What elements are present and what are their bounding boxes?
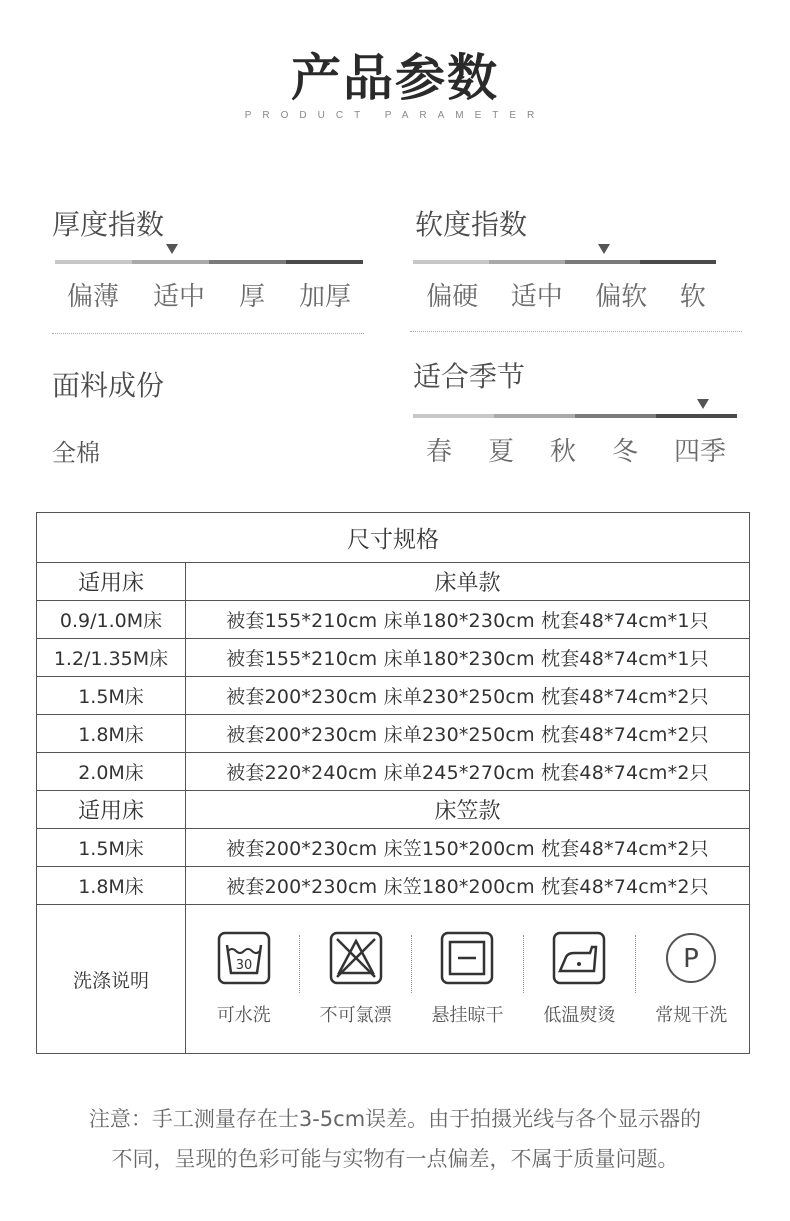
thickness-option: 偏薄 — [66, 282, 119, 312]
thickness-marker-icon — [166, 244, 178, 254]
bed-size-cell: 1.8M床 — [37, 867, 186, 905]
bed-column-header: 适用床 — [37, 791, 186, 829]
softness-options — [410, 276, 722, 313]
thickness-scale-bar — [55, 260, 363, 264]
set-description-cell: 被套200*230cm 床单230*250cm 枕套48*74cm*2只 — [186, 677, 750, 715]
table-row — [37, 639, 750, 677]
care-label: 悬挂晾干 — [431, 1005, 504, 1026]
table-row — [37, 829, 750, 867]
wash-temp-text: 30 — [235, 958, 252, 973]
page-subtitle: PRODUCT PARAMETER — [244, 110, 546, 121]
table-row — [37, 791, 750, 829]
softness-option: 偏软 — [595, 282, 648, 312]
care-item-low-iron — [531, 931, 627, 1027]
group-label-fitted: 床笠款 — [186, 791, 750, 829]
set-description-cell: 被套200*230cm 床笠150*200cm 枕套48*74cm*2只 — [186, 829, 750, 867]
bed-column-header: 适用床 — [37, 563, 186, 601]
hang-dry-icon — [440, 931, 494, 985]
season-options — [408, 431, 744, 468]
table-row — [37, 867, 750, 905]
care-label: 可水洗 — [216, 1005, 271, 1026]
season-scale-bar — [413, 414, 737, 418]
group-label-sheet: 床单款 — [186, 563, 750, 601]
set-description-cell: 被套220*240cm 床单245*270cm 枕套48*74cm*2只 — [186, 753, 750, 791]
thickness-heading: 厚度指数 — [52, 208, 165, 241]
dry-clean-p-icon — [664, 931, 718, 985]
disclaimer-line-1: 注意：手工测量存在士3-5cm误差。由于拍摄光线与各个显示器的 — [88, 1107, 702, 1131]
set-description-cell: 被套155*210cm 床单180*230cm 枕套48*74cm*1只 — [186, 639, 750, 677]
disclaimer-line-2: 不同，呈现的色彩可能与实物有一点偏差，不属于质量问题。 — [111, 1147, 679, 1171]
season-option: 秋 — [549, 437, 576, 467]
care-label: 常规干洗 — [655, 1005, 728, 1026]
set-description-cell: 被套200*230cm 床单230*250cm 枕套48*74cm*2只 — [186, 715, 750, 753]
divider — [411, 935, 412, 993]
table-row — [37, 753, 750, 791]
fabric-value: 全棉 — [52, 439, 100, 467]
bed-size-cell: 0.9/1.0M床 — [37, 601, 186, 639]
season-heading: 适合季节 — [413, 360, 526, 393]
table-row — [37, 905, 750, 1054]
care-item-wash — [196, 931, 292, 1027]
fabric-heading: 面料成份 — [52, 369, 165, 402]
bed-size-cell: 1.2/1.35M床 — [37, 639, 186, 677]
season-option: 冬 — [611, 437, 638, 467]
softness-scale-bar — [413, 260, 716, 264]
set-description-cell: 被套200*230cm 床笠180*200cm 枕套48*74cm*2只 — [186, 867, 750, 905]
care-item-dry-clean — [643, 931, 739, 1027]
table-row — [37, 715, 750, 753]
size-spec-table — [36, 512, 750, 1054]
table-row — [37, 601, 750, 639]
thickness-options — [50, 276, 368, 313]
thickness-option: 厚 — [238, 282, 265, 312]
care-label: 不可氯漂 — [319, 1005, 392, 1026]
softness-option: 软 — [679, 282, 706, 312]
divider — [523, 935, 524, 993]
page-title: 产品参数 — [291, 49, 499, 107]
low-iron-icon — [552, 931, 606, 985]
season-marker-icon — [697, 399, 709, 409]
set-description-cell: 被套155*210cm 床单180*230cm 枕套48*74cm*1只 — [186, 601, 750, 639]
season-option: 春 — [425, 437, 452, 467]
thickness-option: 加厚 — [298, 282, 351, 312]
divider — [410, 331, 742, 332]
dry-clean-letter: P — [683, 944, 700, 974]
divider — [635, 935, 636, 993]
table-row — [37, 677, 750, 715]
softness-option: 适中 — [510, 282, 563, 312]
table-row — [37, 563, 750, 601]
softness-option: 偏硬 — [426, 282, 479, 312]
softness-heading: 软度指数 — [415, 208, 528, 241]
spec-table-title: 尺寸规格 — [37, 513, 750, 563]
bed-size-cell: 2.0M床 — [37, 753, 186, 791]
thickness-option: 适中 — [152, 282, 205, 312]
season-option: 四季 — [673, 437, 726, 467]
bed-size-cell: 1.5M床 — [37, 829, 186, 867]
wash-30-icon — [217, 931, 271, 985]
bed-size-cell: 1.5M床 — [37, 677, 186, 715]
care-label: 低温熨烫 — [543, 1005, 616, 1026]
season-option: 夏 — [487, 437, 514, 467]
bed-size-cell: 1.8M床 — [37, 715, 186, 753]
divider — [299, 935, 300, 993]
care-item-no-bleach — [308, 931, 404, 1027]
softness-marker-icon — [598, 244, 610, 254]
divider — [52, 333, 364, 334]
care-label-cell: 洗涤说明 — [37, 905, 186, 1054]
care-item-hang-dry — [419, 931, 515, 1027]
care-icons-cell — [186, 905, 750, 1054]
no-bleach-icon — [329, 931, 383, 985]
